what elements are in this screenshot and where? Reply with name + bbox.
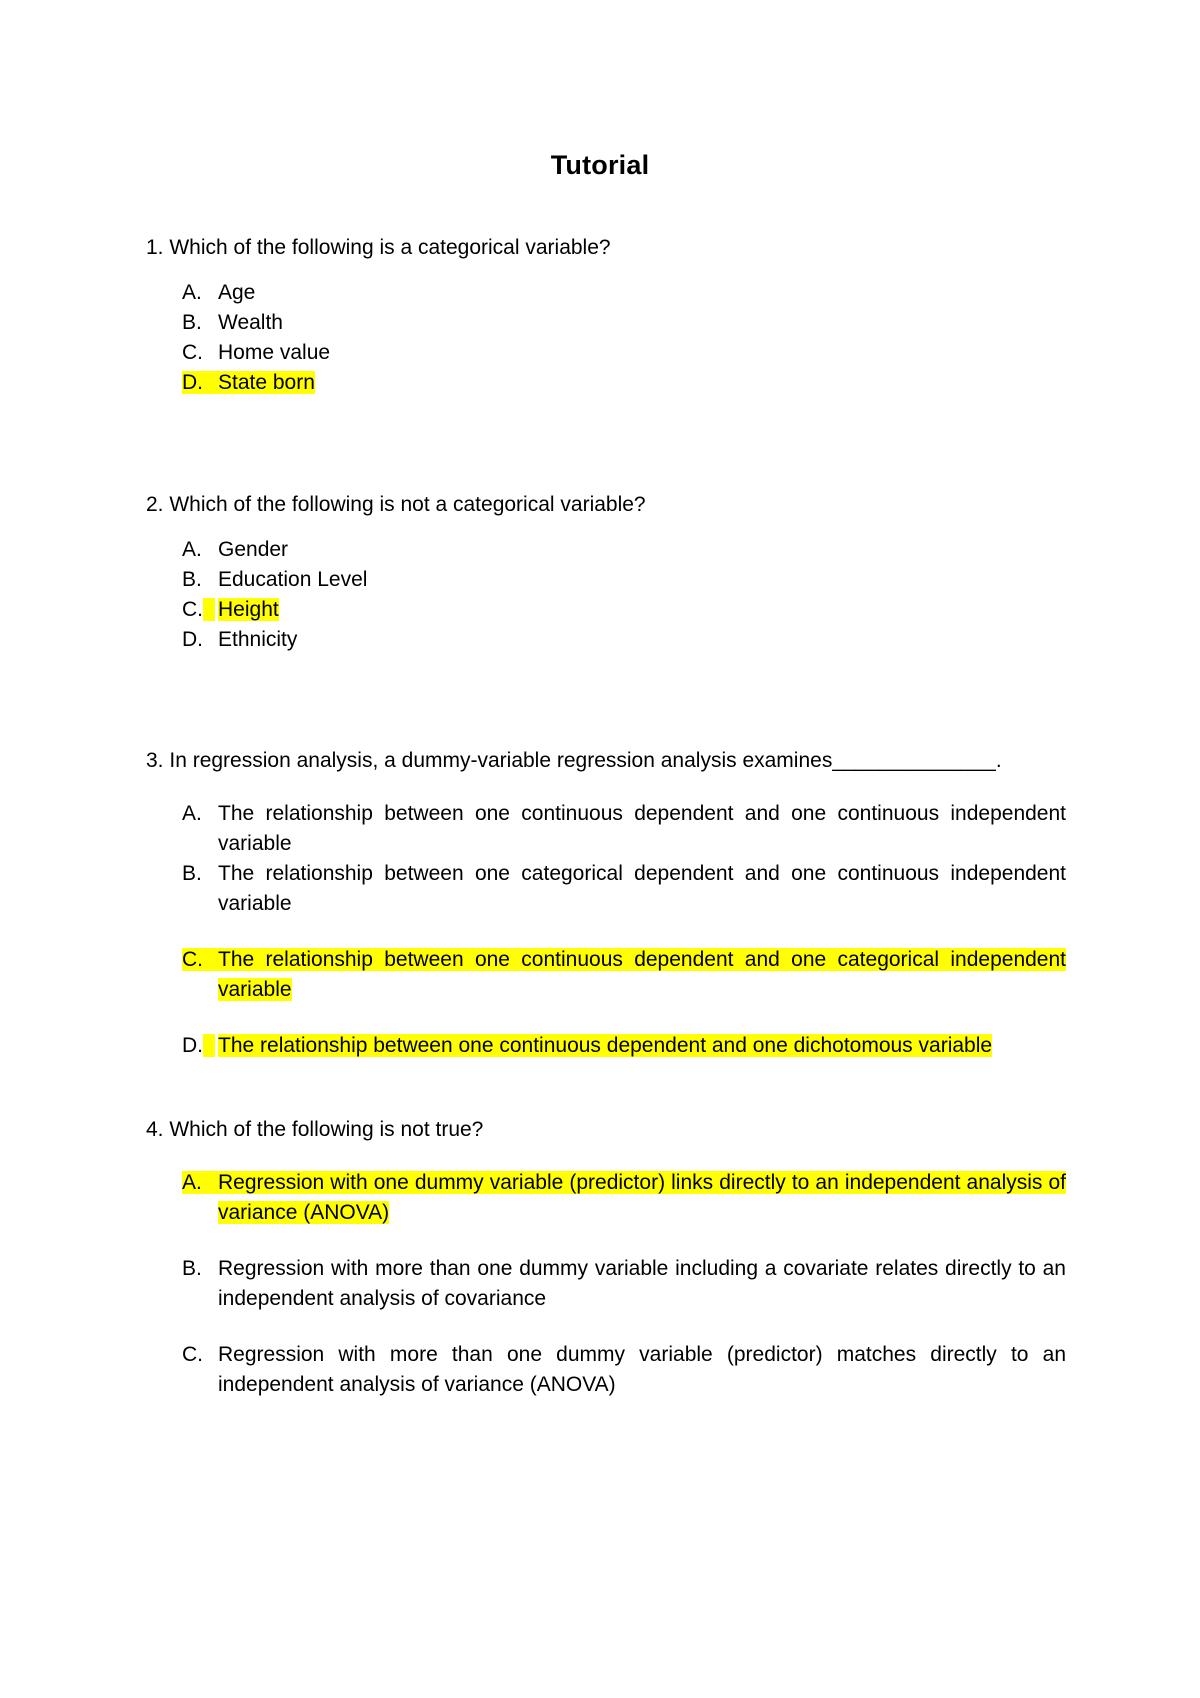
option-text: Home value bbox=[218, 341, 331, 364]
option-letter: D. bbox=[182, 371, 203, 394]
page-title: Tutorial bbox=[550, 150, 650, 180]
option-text: State born bbox=[218, 371, 315, 394]
option-text: Regression with one dummy variable (predictor) links directly to an independent analysis of variance (ANOVA) bbox=[218, 1171, 1066, 1224]
option-c-highlighted bbox=[146, 945, 1066, 1005]
option-d-highlighted bbox=[146, 368, 1066, 398]
question-2 bbox=[146, 490, 1066, 655]
option-text: Regression with more than one dummy variable including a covariate relates directly to an independent analysis of covariance bbox=[218, 1257, 1066, 1310]
option-text: Age bbox=[218, 281, 256, 304]
option-letter: B. bbox=[182, 862, 202, 885]
option-letter: A. bbox=[182, 802, 202, 825]
option-text: Education Level bbox=[218, 568, 368, 591]
question-text: 3. In regression analysis, a dummy-variable regression analysis examines______________. bbox=[146, 749, 1002, 772]
option-d bbox=[146, 625, 1066, 655]
option-text: Gender bbox=[218, 538, 289, 561]
question-4 bbox=[146, 1115, 1066, 1400]
option-letter: B. bbox=[182, 568, 202, 591]
option-c bbox=[146, 338, 1066, 368]
option-letter: C. bbox=[182, 598, 203, 621]
option-b bbox=[146, 859, 1066, 919]
option-list bbox=[146, 278, 1066, 398]
option-letter: C. bbox=[182, 948, 203, 971]
question-text: 2. Which of the following is not a categorical variable? bbox=[146, 493, 646, 516]
option-b bbox=[146, 308, 1066, 338]
option-letter: B. bbox=[182, 311, 202, 334]
option-a bbox=[146, 535, 1066, 565]
option-d-highlighted bbox=[146, 1031, 1066, 1061]
question-1 bbox=[146, 233, 1066, 398]
option-text: Regression with more than one dummy variable (predictor) matches directly to an independent analysis of variance (ANOVA) bbox=[218, 1343, 1066, 1396]
option-a-highlighted bbox=[146, 1168, 1066, 1228]
question-3 bbox=[146, 746, 1066, 1061]
option-a bbox=[146, 278, 1066, 308]
option-c-highlighted bbox=[146, 595, 1066, 625]
question-text: 1. Which of the following is a categorical variable? bbox=[146, 236, 611, 259]
option-text: The relationship between one categorical dependent and one continuous independent variable bbox=[218, 862, 1066, 915]
option-list bbox=[146, 1168, 1066, 1400]
option-text: Ethnicity bbox=[218, 628, 298, 651]
option-letter: A. bbox=[182, 1171, 202, 1194]
option-text: The relationship between one continuous dependent and one categorical independent variable bbox=[218, 948, 1066, 1001]
option-letter: D. bbox=[182, 628, 203, 651]
option-b bbox=[146, 1254, 1066, 1314]
option-c bbox=[146, 1340, 1066, 1400]
question-text: 4. Which of the following is not true? bbox=[146, 1118, 484, 1141]
option-text: The relationship between one continuous dependent and one dichotomous variable bbox=[218, 1034, 993, 1057]
option-text: Wealth bbox=[218, 311, 283, 334]
option-letter: B. bbox=[182, 1257, 202, 1280]
option-letter: D. bbox=[182, 1034, 203, 1057]
option-letter: C. bbox=[182, 341, 203, 364]
option-text: The relationship between one continuous dependent and one continuous independent variable bbox=[218, 802, 1066, 855]
option-a bbox=[146, 799, 1066, 859]
option-list bbox=[146, 535, 1066, 655]
option-text: Height bbox=[218, 598, 279, 621]
option-list bbox=[146, 799, 1066, 1061]
option-b bbox=[146, 565, 1066, 595]
option-letter: A. bbox=[182, 538, 202, 561]
option-letter: A. bbox=[182, 281, 202, 304]
option-letter: C. bbox=[182, 1343, 203, 1366]
